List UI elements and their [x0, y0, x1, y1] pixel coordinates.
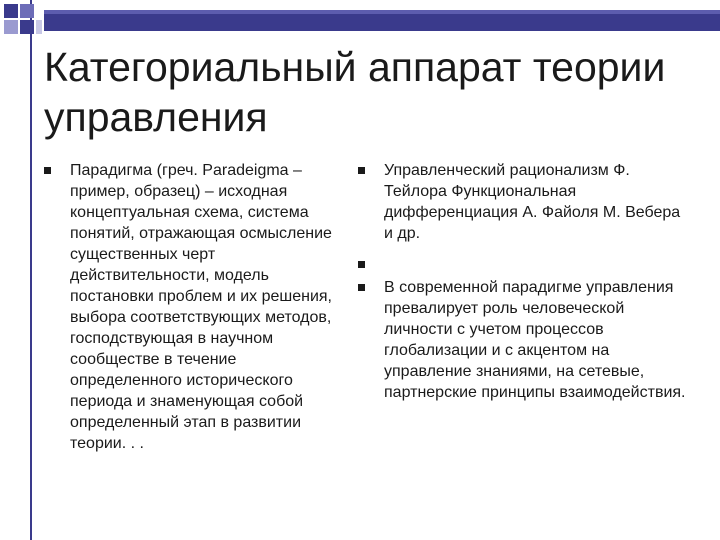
bullet-item-empty: [358, 254, 688, 277]
decorative-vertical-line: [30, 0, 32, 540]
bullet-text: В современной парадигме управления превалирует роль человеческой личности с учетом процессов глобализации и с акцентом на управление знаниями, на сетевые, партнерские принципы взаимодействия.: [384, 279, 686, 401]
left-column: [44, 160, 344, 454]
square-bullet-icon: [358, 167, 365, 174]
decorative-header-bar-highlight: [44, 10, 720, 14]
bullet-item: [358, 277, 688, 403]
bullet-item: [358, 160, 688, 244]
bullet-text: Управленческий рационализм Ф. Тейлора Функциональная дифференциация А. Файоля М. Вебера и др.: [384, 162, 681, 242]
bullet-item: [44, 160, 344, 454]
decorative-square: [4, 20, 18, 34]
bullet-text: Парадигма (греч. Paradeigma – пример, образец) – исходная концептуальная схема, система понятий, отражающая осмысление существенных черт действительности, модель постановки проблем и их решения, выбора соответствующих методов, господствующая в научном сообществе в течение определенного исторического периода и знаменующая собой определенный этап в развитии теории. . .: [70, 162, 332, 452]
decorative-square: [4, 4, 18, 18]
square-bullet-icon: [358, 284, 365, 291]
right-column: [358, 160, 688, 403]
slide-title: Категориальный аппарат теории управления: [44, 44, 666, 140]
square-bullet-icon: [358, 261, 365, 268]
decorative-square: [36, 20, 42, 34]
square-bullet-icon: [44, 167, 51, 174]
decorative-square: [20, 20, 34, 34]
decorative-square: [20, 4, 34, 18]
